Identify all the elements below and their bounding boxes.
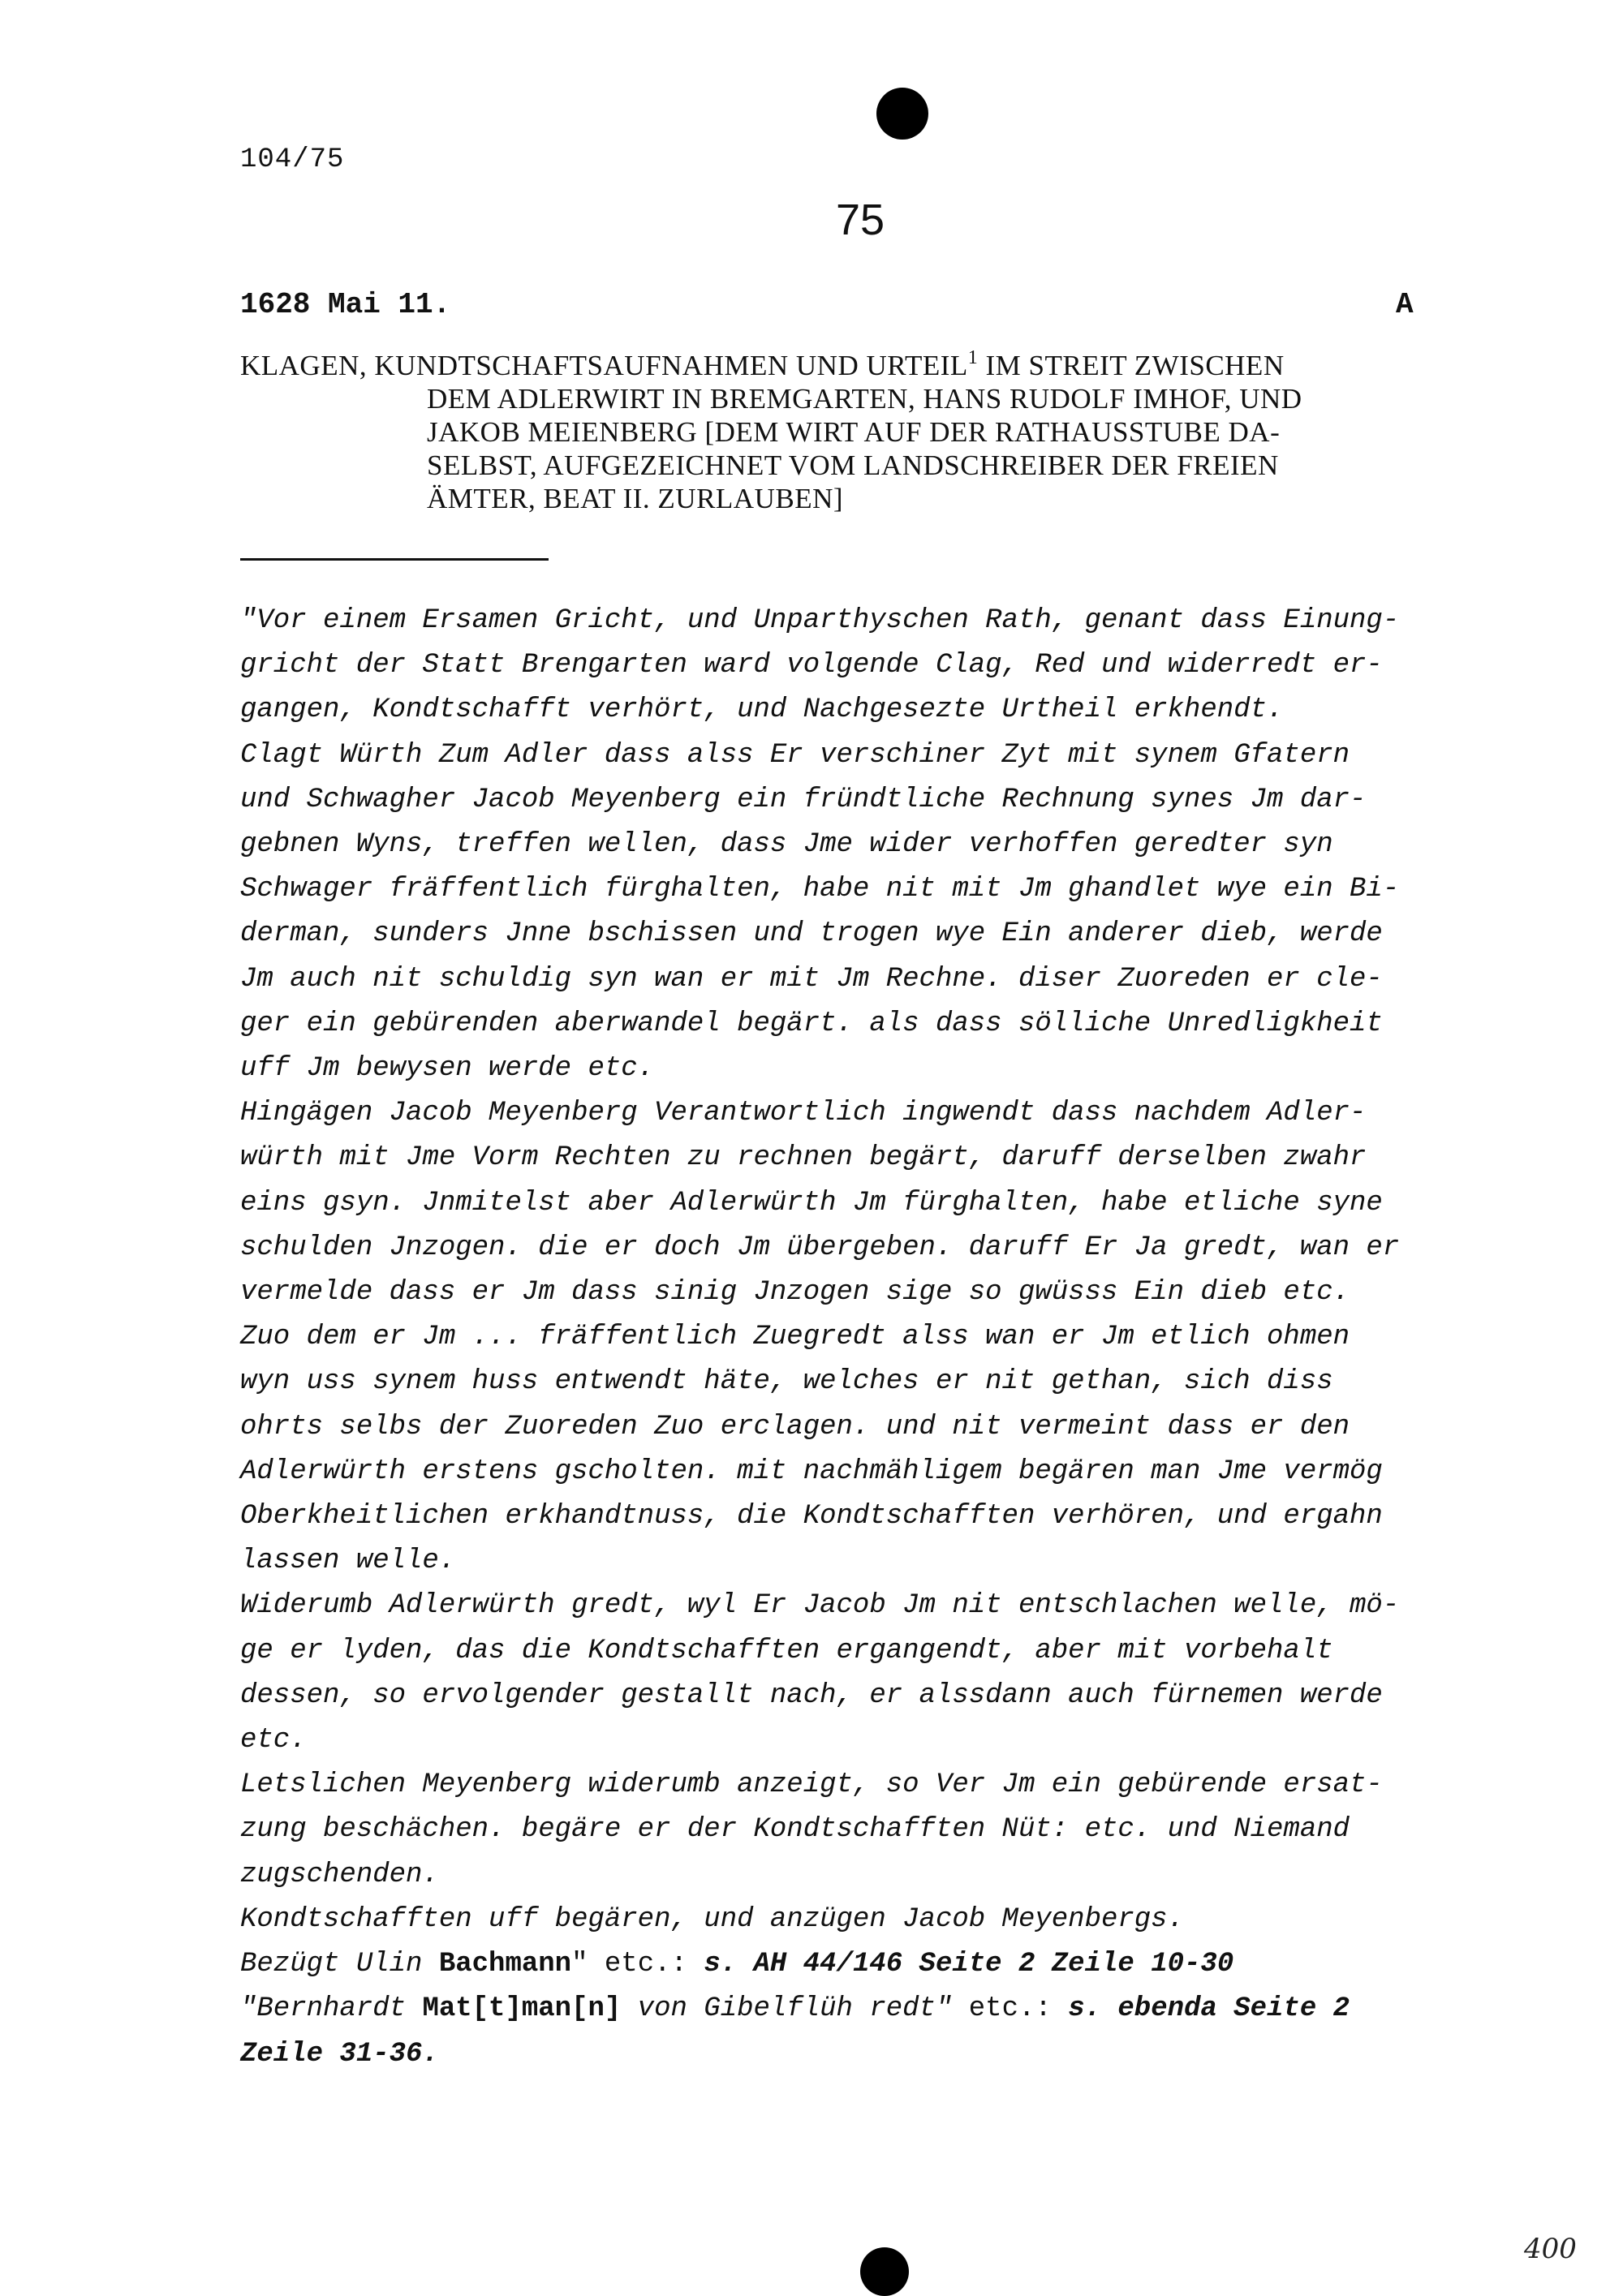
body-line: zugschenden. (240, 1859, 439, 1890)
document-title (240, 349, 1441, 515)
reference-line-1 (240, 1942, 1506, 1987)
body-line: lassen welle. (240, 1546, 456, 1577)
body-line: derman, sunders Jnne bschissen und trogen wye Ein anderer dieb, werde (240, 918, 1383, 950)
title-line-3: JAKOB MEIENBERG [DEM WIRT AUF DER RATHAUSSTUBE DA- (427, 416, 1281, 448)
document-number: 75 (836, 196, 885, 244)
body-line: etc. (240, 1725, 307, 1756)
body-line: Kondtschafften uff begären, und anzügen Jacob Meyenbergs. (240, 1903, 1184, 1935)
body-line: eins gsyn. Jnmitelst aber Adlerwürth Jm fürghalten, habe etliche syne (240, 1187, 1383, 1219)
reference-line-2 (240, 1987, 1506, 2032)
version-letter: A (1396, 288, 1414, 321)
handwritten-folio-number: 400 (1524, 2233, 1577, 2265)
reference-2-name: Mat[t]man[n] (422, 1993, 622, 2025)
separator-rule (240, 558, 549, 561)
reference-2-place: von Gibelflüh redt" (621, 1993, 969, 2025)
title-line-4: SELBST, AUFGEZEICHNET VOM LANDSCHREIBER DER FREIEN (427, 449, 1279, 481)
body-line: Adlerwürth erstens gscholten. mit nachmähligem begären man Jme vermög (240, 1455, 1383, 1487)
title-line-1 (240, 349, 1441, 382)
body-line: dessen, so ervolgender gestallt nach, er alssdann auch fürnemen werde (240, 1679, 1383, 1711)
reference-1-etc: " etc.: (571, 1949, 704, 1980)
title-line-1-start: KLAGEN, KUNDTSCHAFTSAUFNAHMEN UND URTEIL (240, 350, 968, 381)
body-line: Clagt Würth Zum Adler dass alss Er verschiner Zyt mit synem Gfatern (240, 739, 1350, 771)
archive-number: 104/75 (240, 144, 345, 175)
body-line: würth mit Jme Vorm Rechten zu rechnen begärt, daruff derselben zwahr (240, 1142, 1367, 1174)
body-line: Hingägen Jacob Meyenberg Verantwortlich ingwendt dass nachdem Adler- (240, 1098, 1367, 1129)
body-line: zung beschächen. begäre er der Kondtschafften Nüt: etc. und Niemand (240, 1814, 1350, 1846)
reference-2-source: s. ebenda Seite 2 (1068, 1993, 1350, 2025)
reference-1-text: Bezügt Ulin (240, 1949, 439, 1980)
body-line: "Vor einem Ersamen Gricht, und Unparthyschen Rath, genant dass Einung- (240, 605, 1400, 636)
body-line: ohrts selbs der Zuoreden Zuo erclagen. und nit vermeint dass er den (240, 1411, 1350, 1443)
body-line: Letslichen Meyenberg widerumb anzeigt, so Ver Jm ein gebürende ersat- (240, 1769, 1383, 1801)
body-line: Jm auch nit schuldig syn wan er mit Jm Rechne. diser Zuoreden er cle- (240, 963, 1383, 995)
reference-2-etc: etc.: (968, 1993, 1069, 2025)
body-line: gebnen Wyns, treffen wellen, dass Jme wider verhoffen geredter syn (240, 829, 1333, 861)
reference-line-3: Zeile 31-36. (240, 2038, 439, 2070)
footnote-mark: 1 (967, 347, 979, 368)
body-line: ge er lyden, das die Kondtschafften ergangendt, aber mit vorbehalt (240, 1635, 1333, 1666)
body-text (240, 599, 1506, 2077)
body-line: Schwager fräffentlich fürghalten, habe nit mit Jm ghandlet wye ein Bi- (240, 874, 1400, 905)
reference-1-source: s. AH 44/146 Seite 2 Zeile 10-30 (704, 1949, 1234, 1980)
body-line: vermelde dass er Jm dass sinig Jnzogen sige so gwüsss Ein dieb etc. (240, 1277, 1350, 1309)
body-line: gangen, Kondtschafft verhört, und Nachgesezte Urtheil erkhendt. (240, 694, 1284, 726)
punch-hole-top (876, 88, 928, 140)
title-line-1-end: IM STREIT ZWISCHEN (978, 350, 1285, 381)
body-line: Widerumb Adlerwürth gredt, wyl Er Jacob Jm nit entschlachen welle, mö- (240, 1590, 1400, 1622)
reference-2-text: "Bernhardt (240, 1993, 423, 2025)
reference-1-name: Bachmann (438, 1949, 572, 1980)
body-line: Zuo dem er Jm ... fräffentlich Zuegredt alss wan er Jm etlich ohmen (240, 1322, 1350, 1353)
document-date: 1628 Mai 11. (240, 288, 451, 321)
body-line: wyn uss synem huss entwendt häte, welches er nit gethan, sich diss (240, 1366, 1333, 1398)
title-line-5: ÄMTER, BEAT II. ZURLAUBEN] (427, 483, 844, 514)
punch-hole-bottom (860, 2247, 909, 2296)
body-line: Oberkheitlichen erkhandtnuss, die Kondtschafften verhören, und ergahn (240, 1501, 1383, 1533)
body-line: und Schwagher Jacob Meyenberg ein fründtliche Rechnung synes Jm dar- (240, 784, 1367, 815)
body-line: uff Jm bewysen werde etc. (240, 1053, 655, 1085)
body-line: schulden Jnzogen. die er doch Jm übergeben. daruff Er Ja gredt, wan er (240, 1232, 1400, 1263)
body-line: ger ein gebürenden aberwandel begärt. als dass sölliche Unredligkheit (240, 1008, 1383, 1039)
body-line: gricht der Statt Brengarten ward volgende Clag, Red und widerredt er- (240, 650, 1383, 681)
title-line-2: DEM ADLERWIRT IN BREMGARTEN, HANS RUDOLF IMHOF, UND (427, 383, 1302, 415)
